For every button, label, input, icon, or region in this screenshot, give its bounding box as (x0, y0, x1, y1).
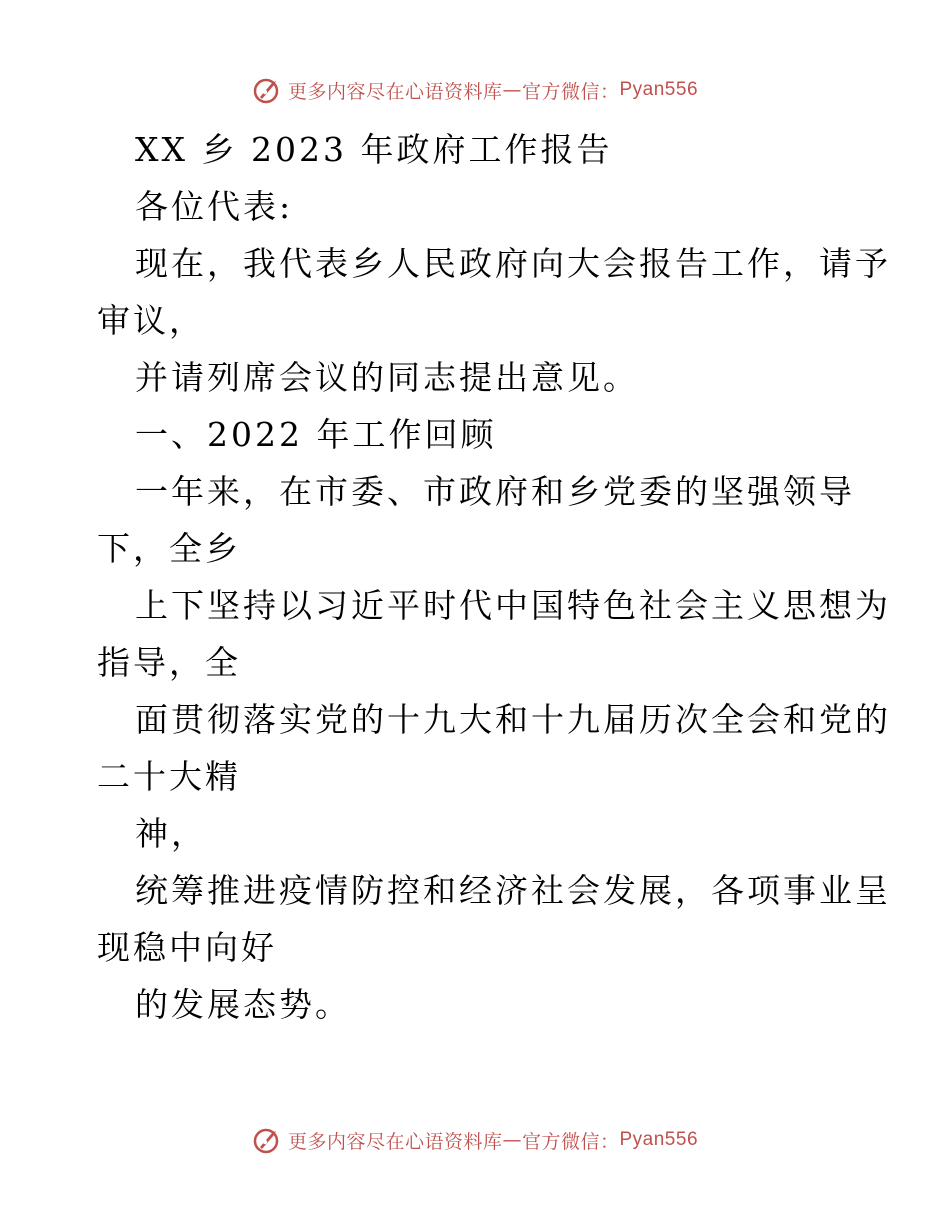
salutation: 各位代表: (135, 187, 294, 226)
paragraph-line: 面贯彻落实党的十九大和十九届历次全会和党的 (135, 700, 891, 739)
watermark-separator: — (502, 79, 522, 101)
section-heading: 一、2022 年工作回顾 (135, 415, 497, 454)
watermark-handle: Pyan556 (619, 79, 699, 100)
watermark-separator: — (502, 1129, 522, 1151)
watermark-suffix: 官方微信： (521, 80, 620, 103)
paragraph-line: 审议， (97, 301, 205, 340)
paragraph-line: 上下坚持以习近平时代中国特色社会主义思想为 (135, 586, 891, 625)
document-body (97, 121, 891, 1033)
watermark-text: 更多内容尽在心语资料库 (287, 1130, 503, 1153)
paragraph-line: 下，全乡 (97, 529, 241, 568)
paragraph-line: 神， (135, 814, 207, 853)
header-watermark (0, 70, 950, 110)
paragraph-line: 二十大精 (97, 757, 241, 796)
watermark-handle: Pyan556 (619, 1129, 699, 1150)
footer-watermark (0, 1120, 950, 1160)
paragraph-line: 的发展态势。 (135, 985, 351, 1024)
paragraph-line: 现稳中向好 (97, 928, 277, 967)
paragraph-line: 一年来，在市委、市政府和乡党委的坚强领导 (135, 472, 855, 511)
pen-nib-circle-icon (252, 1125, 282, 1155)
watermark-text: 更多内容尽在心语资料库 (287, 80, 503, 103)
paragraph-line: 现在，我代表乡人民政府向大会报告工作，请予 (135, 244, 891, 283)
document-title: XX 乡 2023 年政府工作报告 (135, 130, 613, 169)
paragraph-line: 指导，全 (97, 643, 241, 682)
pen-nib-circle-icon (252, 75, 282, 105)
watermark-suffix: 官方微信： (521, 1130, 620, 1153)
paragraph-line: 并请列席会议的同志提出意见。 (135, 358, 639, 397)
paragraph-line: 统筹推进疫情防控和经济社会发展，各项事业呈 (135, 871, 891, 910)
